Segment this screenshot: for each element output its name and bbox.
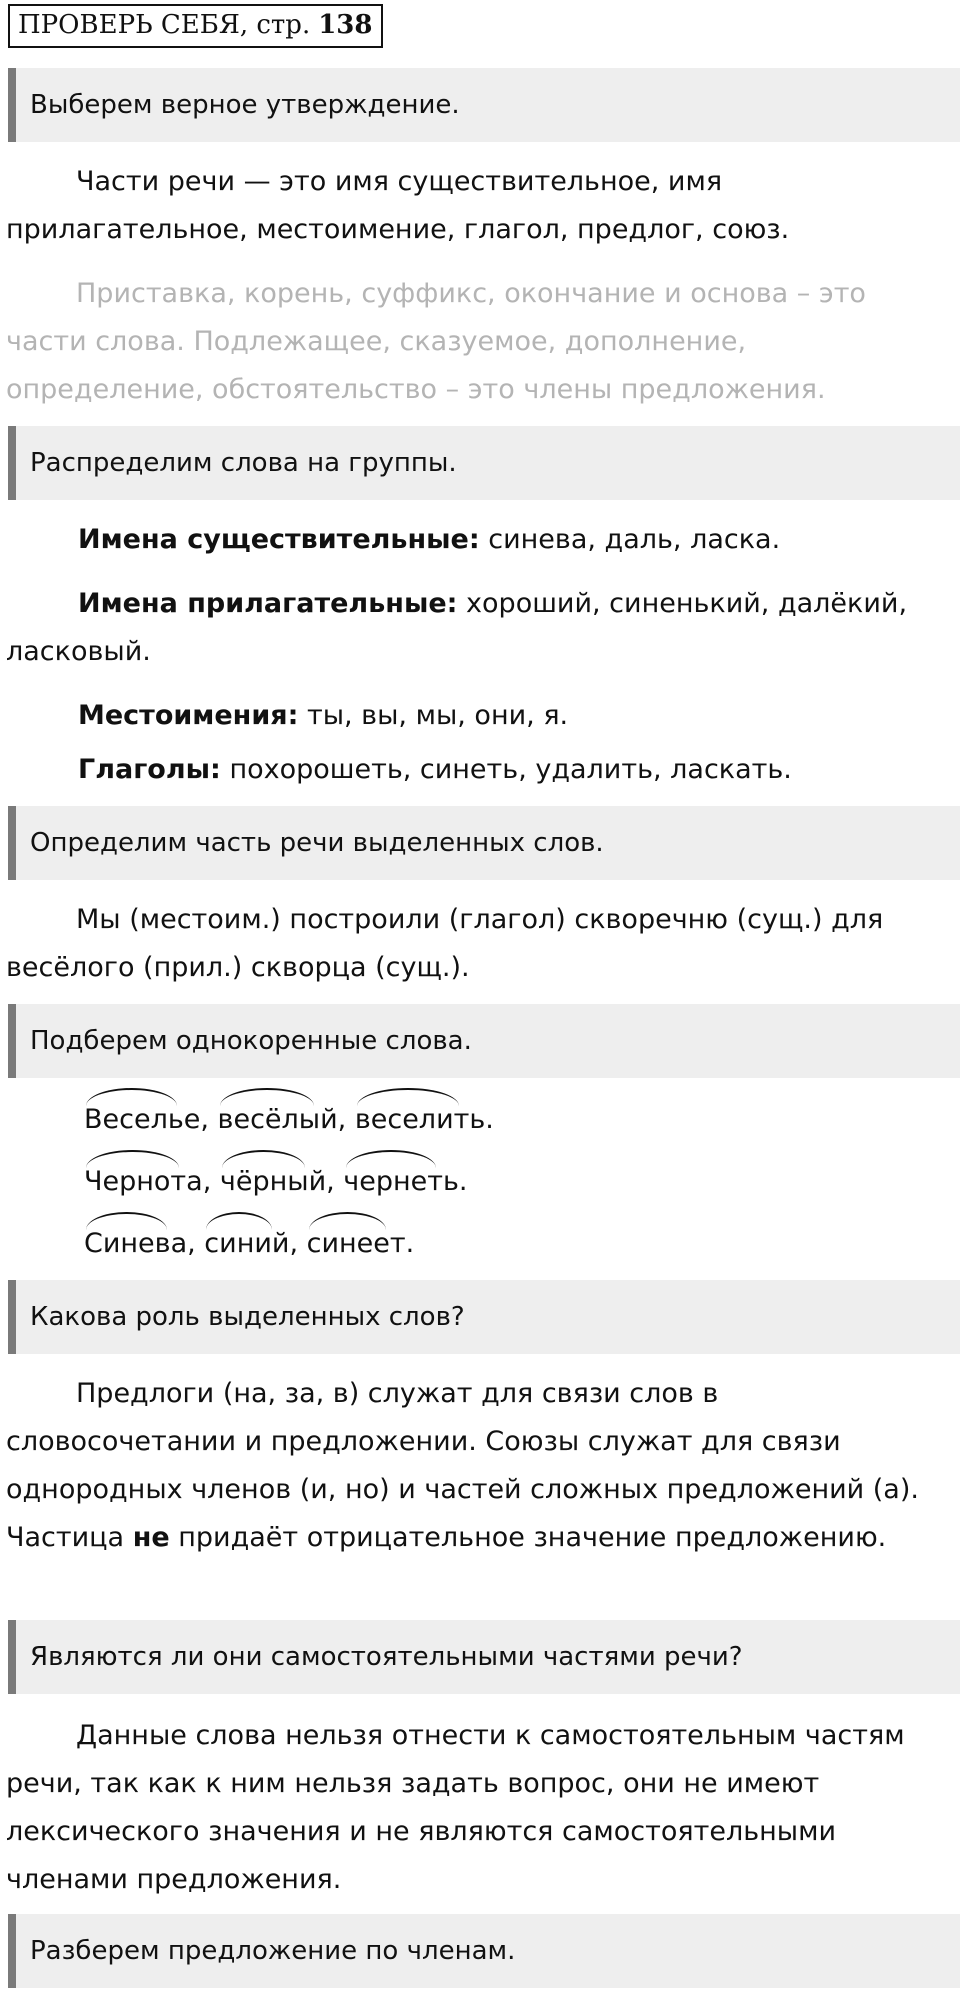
- section-title-6: Являются ли они самостоятельными частями речи?: [8, 1620, 960, 1694]
- word-separator: .: [458, 1166, 468, 1197]
- root-arc-mark: [220, 1088, 314, 1106]
- word-separator: ,: [202, 1166, 220, 1197]
- header-title: ПРОВЕРЬ СЕБЯ, стр.: [18, 10, 311, 40]
- word-separator: ,: [337, 1104, 355, 1135]
- section-title-4: Подберем однокоренные слова.: [8, 1004, 960, 1078]
- section-title-3: Определим часть речи выделенных слов.: [8, 806, 960, 880]
- cognate-word: чёрный: [220, 1158, 326, 1206]
- word-separator: ,: [200, 1104, 218, 1135]
- word-separator: .: [405, 1228, 415, 1259]
- pronouns-line: Местоимения: ты, вы, мы, они, я.: [78, 700, 569, 731]
- paragraph-parts-of-speech: Части речи — это имя существительное, имя прилагательное, местоимение, глагол, предлог, союз.: [6, 166, 790, 245]
- adjectives-line: Имена прилагательные: хороший, синенький, далёкий,: [78, 588, 908, 619]
- paragraph-independent-parts: Данные слова нельзя отнести к самостоятельным частям речи, так как к ним нельзя задать вопрос, они не имеют лексического значения и не являются самостоятельными членами предложения.: [6, 1720, 905, 1895]
- paragraph-role-of-words: Предлоги (на, за, в) служат для связи слов в словосочетании и предложении. Союзы служат для связи однородных членов (и, но) и частей сложных предложений (а). Частица не придаёт отрицательное значение предложению.: [6, 1378, 919, 1553]
- word-separator: .: [485, 1104, 494, 1135]
- root-arc-mark: [222, 1150, 305, 1168]
- verbs-line: Глаголы: похорошеть, синеть, удалить, ласкать.: [78, 754, 792, 785]
- cognate-word: синеет: [307, 1220, 406, 1268]
- cognate-word: чернеть: [343, 1158, 459, 1206]
- cognate-word: весёлый: [218, 1096, 338, 1144]
- root-arc-mark: [346, 1150, 436, 1168]
- word-separator: ,: [187, 1228, 205, 1259]
- section-title-5: Какова роль выделенных слов?: [8, 1280, 960, 1354]
- adjectives-line-cont: ласковый.: [6, 636, 151, 667]
- page-header: [8, 4, 383, 48]
- root-arc-mark: [86, 1088, 177, 1106]
- cognate-word: Веселье: [84, 1096, 200, 1144]
- page-number: 138: [318, 10, 373, 40]
- nouns-line: Имена существительные: синева, даль, ласка.: [78, 524, 781, 555]
- cognate-word: синий: [204, 1220, 289, 1268]
- paragraph-highlighted-words: Мы (местоим.) построили (глагол) скворечню (сущ.) для весёлого (прил.) скворца (сущ.).: [6, 904, 884, 983]
- root-arc-mark: [86, 1150, 179, 1168]
- cognates-row-1: [84, 1096, 494, 1144]
- root-arc-mark: [309, 1212, 386, 1230]
- cognates-row-3: [84, 1220, 414, 1268]
- cognates-row-2: [84, 1158, 468, 1206]
- cognate-word: Синева: [84, 1220, 187, 1268]
- paragraph-faded-note: Приставка, корень, суффикс, окончание и основа – это части слова. Подлежащее, сказуемое, дополнение, определение, обстоятельство – это члены предложения.: [6, 278, 866, 405]
- section-title-7: Разберем предложение по членам.: [8, 1914, 960, 1988]
- cognate-word: Чернота: [84, 1158, 203, 1206]
- section-title-2: Распределим слова на группы.: [8, 426, 960, 500]
- cognate-word: веселить: [355, 1096, 485, 1144]
- section-title-1: Выберем верное утверждение.: [8, 68, 960, 142]
- root-arc-mark: [206, 1212, 272, 1230]
- root-arc-mark: [86, 1212, 166, 1230]
- root-arc-mark: [357, 1088, 459, 1106]
- word-separator: ,: [326, 1166, 344, 1197]
- word-separator: ,: [289, 1228, 307, 1259]
